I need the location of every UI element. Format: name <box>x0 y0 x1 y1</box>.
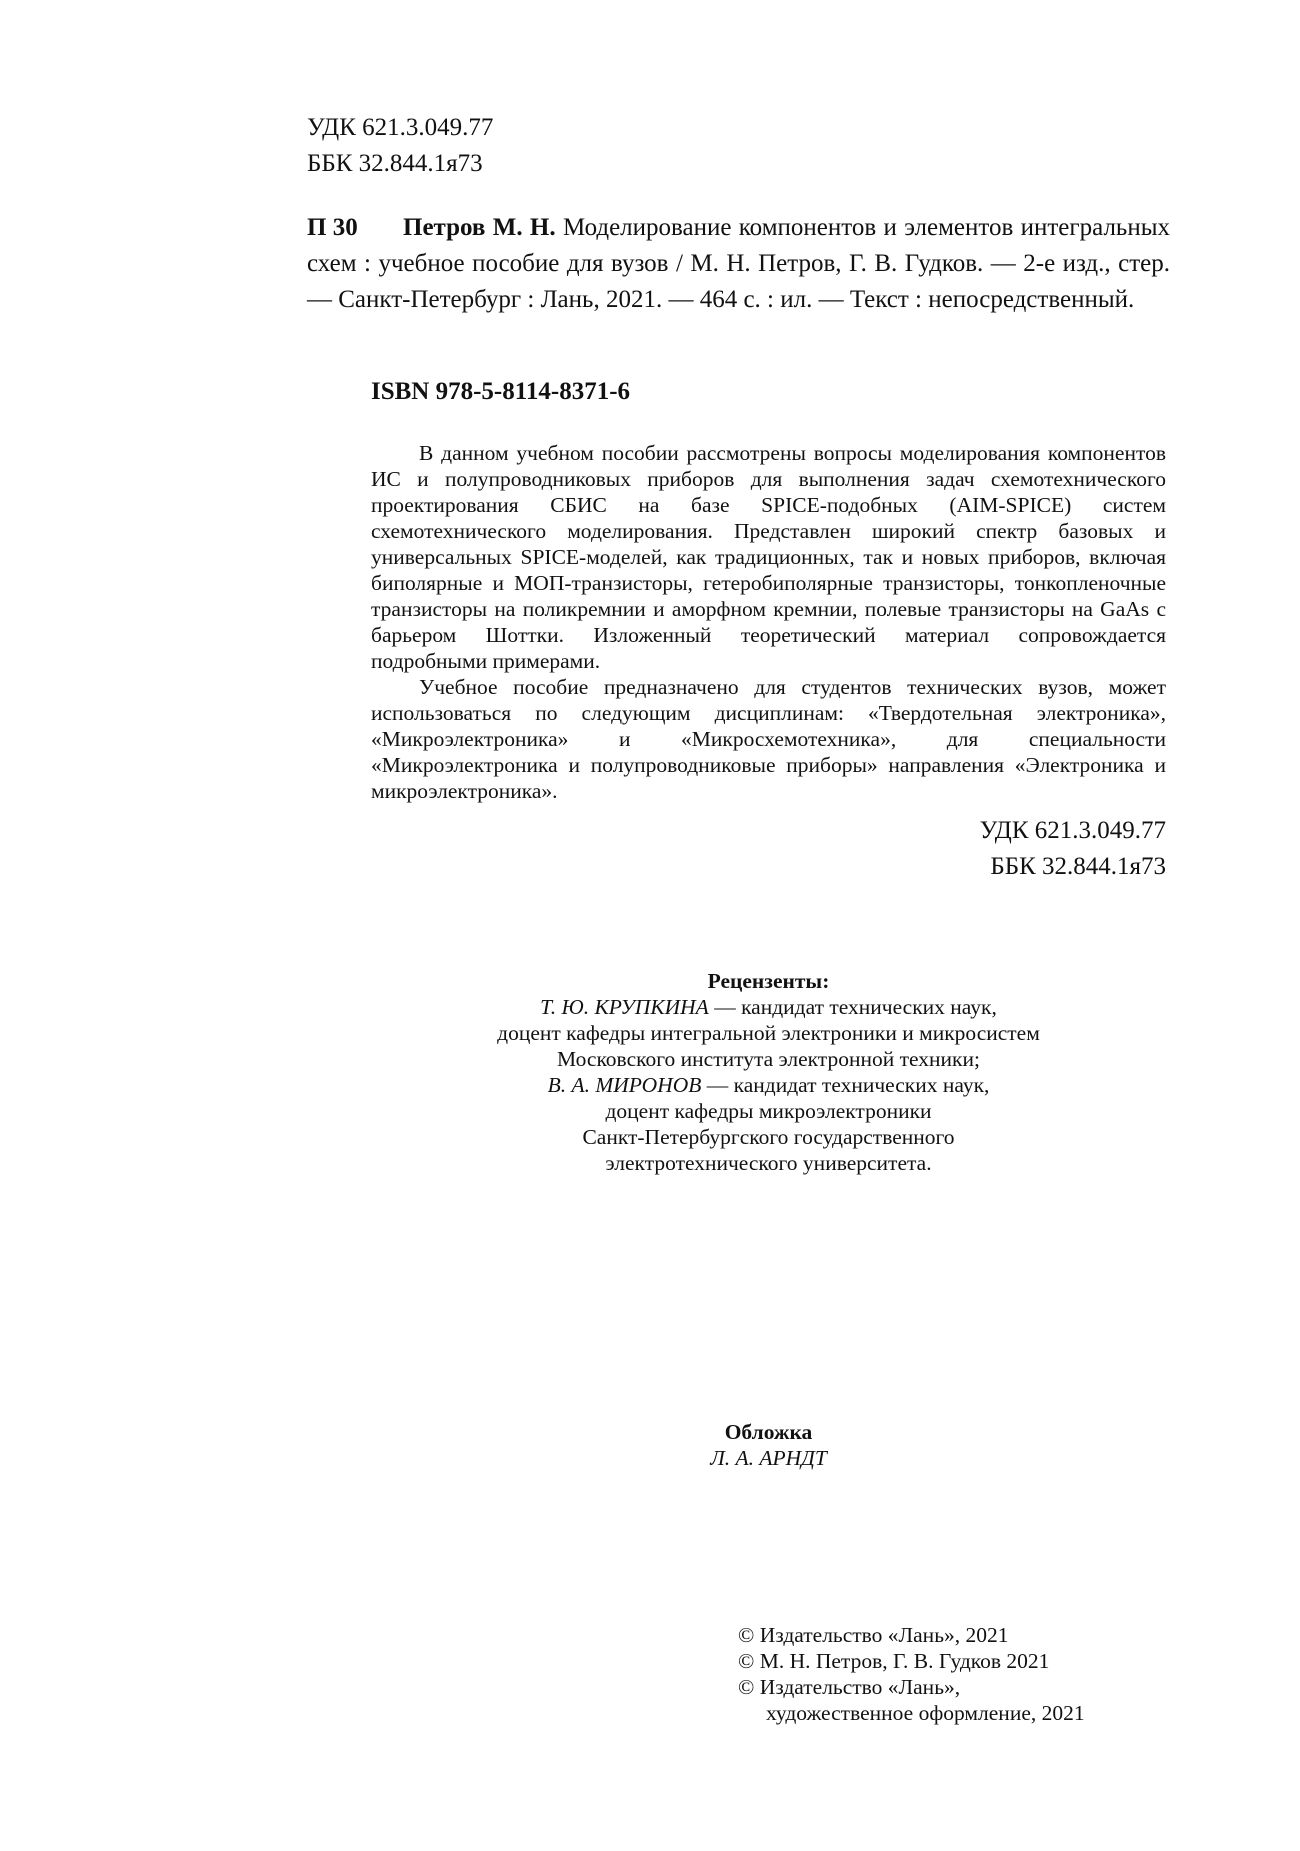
classification-codes-bottom <box>980 813 1166 885</box>
udk-code: УДК 621.3.049.77 <box>307 114 494 141</box>
reviewer-position: доцент кафедры микроэлектроники <box>605 1099 932 1123</box>
udk-code: УДК 621.3.049.77 <box>979 817 1166 844</box>
cover-credit <box>371 1419 1166 1471</box>
reviewer-institution: электротехнического университета. <box>605 1151 932 1175</box>
reviewer-1 <box>371 994 1166 1020</box>
abstract-paragraph: Учебное пособие предназначено для студентов технических вузов, может использоваться по следующим дисциплинам: «Твердотельная электроника», «Микроэлектроника» и «Микросхемотехника», для специальности «Микроэлектроника и полупроводниковые приборы» направления «Электроника и микроэлектроника». <box>371 675 1166 803</box>
reviewer-position: доцент кафедры интегральной электроники и микросистем <box>497 1021 1040 1045</box>
reviewers-section <box>371 968 1166 1176</box>
reviewer-degree: — кандидат технических наук, <box>708 995 997 1019</box>
bibliographic-entry <box>307 210 1170 318</box>
copyright-line: © Издательство «Лань», <box>738 1675 961 1699</box>
cover-artist: Л. А. АРНДТ <box>710 1446 827 1470</box>
copyright-line: © М. Н. Петров, Г. В. Гудков 2021 <box>738 1649 1050 1673</box>
isbn: ISBN 978-5-8114-8371-6 <box>371 378 631 405</box>
copyright-line: © Издательство «Лань», 2021 <box>738 1623 1009 1647</box>
abstract <box>371 440 1166 804</box>
reviewer-degree: — кандидат технических наук, <box>701 1073 990 1097</box>
cover-heading: Обложка <box>724 1420 813 1444</box>
reviewer-institution: Санкт-Петербургского государственного <box>582 1125 955 1149</box>
bbk-code: ББК 32.844.1я73 <box>307 150 483 177</box>
reviewer-name: Т. Ю. КРУПКИНА <box>540 995 709 1019</box>
bbk-code: ББК 32.844.1я73 <box>990 853 1166 880</box>
reviewer-institution: Московского института электронной техники; <box>557 1047 980 1071</box>
copyright-line: художественное оформление, 2021 <box>766 1701 1085 1725</box>
reviewers-heading: Рецензенты: <box>707 969 830 993</box>
entry-code: П 30 <box>307 214 358 241</box>
entry-text-block <box>307 210 1170 318</box>
entry-author: Петров М. Н. <box>403 214 556 241</box>
abstract-paragraph: В данном учебном пособии рассмотрены вопросы моделирования компонентов ИС и полупроводниковых приборов для выполнения задач схемотехнического проектирования СБИС на базе SPICE-подобных (AIM-SPICE) систем схемотехнического моделирования. Представлен широкий спектр базовых и универсальных SPICE-моделей, как традиционных, так и новых приборов, включая биполярные и МОП-транзисторы, гетеробиполярные транзисторы, тонкопленочные транзисторы на поликремнии и аморфном кремнии, полевые транзисторы на GaAs с барьером Шоттки. Изложенный теоретический материал сопровождается подробными примерами. <box>371 441 1166 673</box>
entry-description: Моделирование компонентов и элементов интегральных схем : учебное пособие для вузов / М. Н. Петров, Г. В. Гудков. — 2-е изд., стер. — Санкт-Петербург : Лань, 2021. — 464 с. : ил. — Текст : непосредственный. <box>307 214 1171 313</box>
classification-codes-top <box>307 110 493 182</box>
reviewer-2 <box>371 1072 1166 1098</box>
copyright-block <box>738 1622 1085 1726</box>
reviewer-name: В. А. МИРОНОВ <box>547 1073 702 1097</box>
